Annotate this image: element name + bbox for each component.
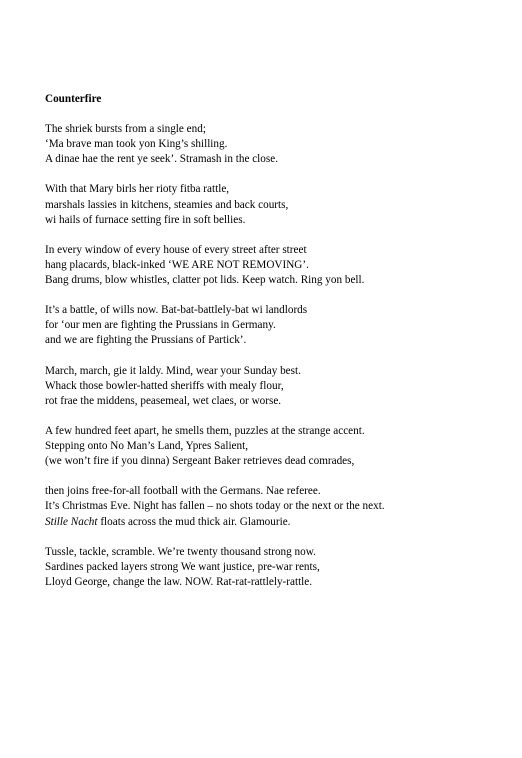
stanza-6 (45, 424, 505, 469)
poem-line: It’s a battle, of wills now. Bat-bat-battlely-bat wi landlords (45, 304, 308, 317)
poem-line: Sardines packed layers strong We want justice, pre-war rents, (45, 560, 320, 573)
stanza-4 (45, 303, 505, 348)
stanza-5 (45, 364, 505, 409)
poem-line: With that Mary birls her rioty fitba rattle, (45, 183, 230, 196)
poem-line: In every window of every house of every street after street (45, 243, 307, 256)
stanza-2 (45, 182, 505, 227)
poem-line: Tussle, tackle, scramble. We’re twenty thousand strong now. (45, 545, 316, 558)
poem-line: ‘Ma brave man took yon King’s shilling. (45, 138, 228, 151)
poem-line: Bang drums, blow whistles, clatter pot lids. Keep watch. Ring yon bell. (45, 274, 365, 287)
poem-line: (we won’t fire if you dinna) Sergeant Baker retrieves dead comrades, (45, 455, 355, 468)
line-rest: floats across the mud thick air. Glamourie. (97, 515, 291, 528)
poem-line: Lloyd George, change the law. NOW. Rat-rat-rattlely-rattle. (45, 575, 313, 588)
poem-line: Whack those bowler-hatted sheriffs with mealy flour, (45, 379, 284, 392)
poem-line: The shriek bursts from a single end; (45, 123, 206, 136)
poem-line: rot frae the middens, peasemeal, wet claes, or worse. (45, 394, 282, 407)
poem (45, 92, 505, 605)
poem-line: It’s Christmas Eve. Night has fallen – no shots today or the next or the next. (45, 500, 385, 513)
stanza-1 (45, 122, 505, 167)
poem-line: marshals lassies in kitchens, steamies and back courts, (45, 198, 289, 211)
poem-line: and we are fighting the Prussians of Partick’. (45, 334, 247, 347)
stanza-3 (45, 243, 505, 288)
poem-line: A few hundred feet apart, he smells them, puzzles at the strange accent. (45, 424, 365, 437)
poem-line: hang placards, black-inked ‘WE ARE NOT REMOVING’. (45, 258, 309, 271)
poem-line: March, march, gie it laldy. Mind, wear your Sunday best. (45, 364, 301, 377)
poem-line: A dinae hae the rent ye seek’. Stramash in the close. (45, 153, 278, 166)
stanza-7 (45, 484, 505, 529)
italic-phrase: Stille Nacht (45, 515, 98, 528)
poem-line: then joins free-for-all football with the Germans. Nae referee. (45, 485, 321, 498)
poem-line: wi hails of furnace setting fire in soft bellies. (45, 213, 246, 226)
poem-line: for ‘our men are fighting the Prussians in Germany. (45, 319, 276, 332)
stanza-8 (45, 545, 505, 590)
poem-line: Stepping onto No Man’s Land, Ypres Salient, (45, 440, 249, 453)
poem-line-italic-phrase (45, 515, 505, 530)
poem-title: Counterfire (45, 93, 102, 105)
